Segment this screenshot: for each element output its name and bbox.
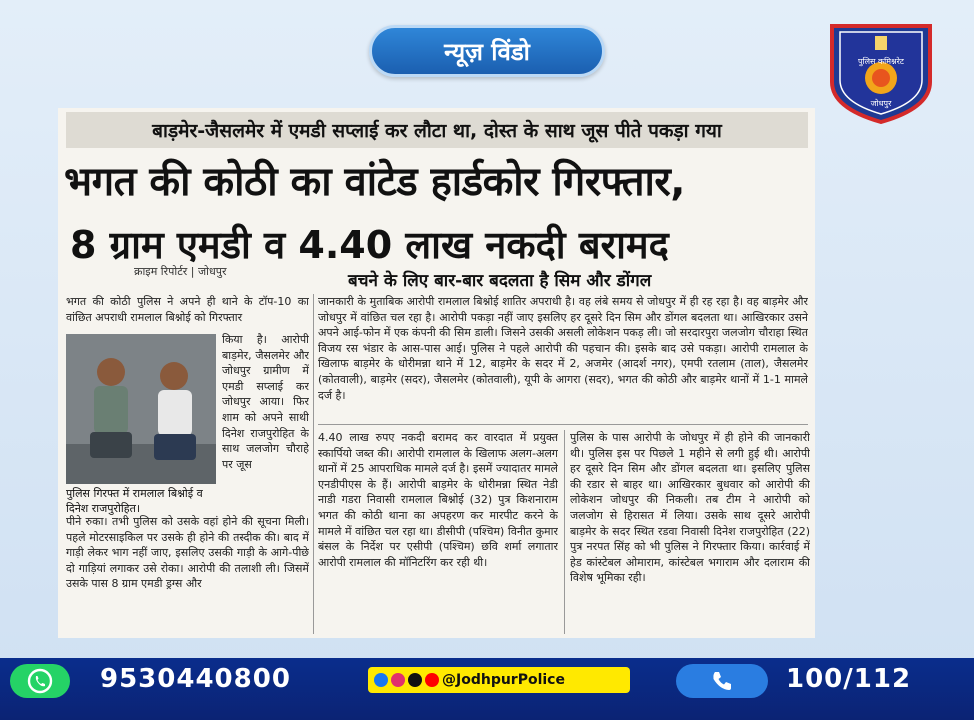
social-handle-box[interactable] bbox=[368, 667, 630, 693]
column-2: 4.40 लाख रुपए नकदी बरामद कर वारदात में प्रयुक्त स्कार्पियो जब्त की। आरोपी रामलाल के खिलाफ अलग-अलग थानों में 25 आपराधिक मामले दर्ज है। इसमें ज्यादातर मामले एनडीपीएस के हैं। आरोपी बाड़मेर के धोरीमन्ना स्थित नेडी नाडी गडरा निवासी रामलाल बिश्नोई (32) पुत्र किशनाराम भगत की कोठी थाना का अपहरण कर मारपीट करने के मामले में वांछित चल रहा था। डीसीपी (पश्चिम) विनीत कुमार बंसल के निर्देश पर एसीपी (पश्चिम) छवि शर्मा लगातार आरोपी रामलाल की मॉनिटरिंग कर रही थी। bbox=[318, 431, 558, 569]
arrest-photo bbox=[66, 334, 216, 484]
badge-city: जोधपुर bbox=[870, 99, 892, 108]
instagram-icon[interactable] bbox=[391, 673, 405, 687]
article-kicker: बाड़मेर-जैसलमेर में एमडी सप्लाई कर लौटा था, दोस्त के साथ जूस पीते पकड़ा गया bbox=[66, 112, 808, 148]
phone-icon[interactable] bbox=[676, 664, 768, 698]
social-handle: @JodhpurPolice bbox=[442, 672, 565, 688]
column-divider bbox=[564, 430, 565, 634]
police-commissionerate-badge bbox=[826, 22, 936, 124]
byline: क्राइम रिपोर्टर | जोधपुर bbox=[134, 265, 227, 278]
photo-caption: पुलिस गिरफ्त में रामलाल बिश्नोई व दिनेश राजपुरोहित। bbox=[66, 487, 203, 515]
x-icon[interactable] bbox=[408, 673, 422, 687]
headline-line-2: 8 ग्राम एमडी व 4.40 लाख नकदी बरामद bbox=[70, 223, 669, 267]
youtube-icon[interactable] bbox=[425, 673, 439, 687]
top-wide-paragraph: जानकारी के मुताबिक आरोपी रामलाल बिश्नोई शातिर अपराधी है। वह लंबे समय से जोधपुर में ही रह रहा है। वह बाड़मेर और जोधपुर में वांछित चल रहा है। आरोपी पकड़ा नहीं जाए इसलिए हर दूसरे दिन सिम और डोंगल बदलता था। आखिरकार उसने अपने आई-फोन में एक कंपनी की सिम डाली। जिसने उसकी असली लोकेशन पकड़ ली। जो सरदारपुरा जलजोग चौराहा स्थित विजय रस भंडार के आस-पास आई। पुलिस ने पहले आरोपी की पहचान की। इसके बाद उसे पकड़ा। आरोपी रामलाल के खिलाफ बाड़मेर के धोरीमन्ना थाने में 12, बाड़मेर के सदर में 2, अजमेर (आदर्श नगर), एमपी रतलाम (ताल), जैसलमेर (कोतवाली), बाड़मेर (सदर), जैसलमेर (कोतवाली), यूपी के आगरा (सदर), भगत की कोठी और बाड़मेर थानों में 1-1 मामले दर्ज है। bbox=[318, 295, 808, 402]
column-divider bbox=[313, 294, 314, 634]
headline-line-1: भगत की कोठी का वांटेड हार्डकोर गिरफ्तार, bbox=[64, 159, 685, 205]
page-title: न्यूज़ विंडो bbox=[369, 25, 605, 77]
whatsapp-icon[interactable] bbox=[10, 664, 70, 698]
column-3: पुलिस के पास आरोपी के जोधपुर में ही होने की जानकारी थी। पुलिस इस पर पिछले 1 महीने से लगी हुई थी। आरोपी हर दूसरे दिन सिम और डोंगल बदलता था। इसलिए पुलिस की रडार से बाहर था। आखिरकार बुधवार को आरोपी की लोकेशन जोधपुर की निकली। तब टीम ने आरोपी को जलजोग से हिरासत में लिया। उसके साथ दूसरे आरोपी बाड़मेर के सदर स्थित रडवा निवासी दिनेश राजपुरोहित (22) पुत्र नरपत सिंह को भी पुलिस ने गिरफ्तार किया। कार्रवाई में हेड कांस्टेबल ओमाराम, कांस्टेबल भगाराम और दलाराम की विशेष भूमिका रही। bbox=[570, 431, 810, 585]
column-1-intro: भगत की कोठी पुलिस ने अपने ही थाने के टॉप-10 का वांछित अपराधी रामलाल बिश्नोई को गिरफ्तार bbox=[66, 295, 309, 324]
helpline-number[interactable]: 100/112 bbox=[786, 664, 912, 694]
column-1-continued: पीने रुका। तभी पुलिस को उसके वहां होने की सूचना मिली। पहले मोटरसाइकिल पर उसके ही होने की तस्दीक की। बाद में गाड़ी लेकर भाग नहीं जाए, इसलिए उसकी गाड़ी के आगे-पीछे दो गाड़ियां लगाकर उसे रोका। आरोपी की तलाशी ली। जिसमें उसके पास 8 ग्राम एमडी ड्रग्स और bbox=[66, 515, 309, 591]
newspaper-clipping bbox=[58, 108, 815, 638]
section-divider bbox=[318, 424, 808, 425]
column-1-side: किया है। आरोपी बाड़मेर, जैसलमेर और जोधपुर ग्रामीण में एमडी सप्लाई कर जोधपुर आया। फिर शाम को अपने साथी दिनेश राजपुरोहित के साथ जलजोग चौराहे पर जूस bbox=[222, 333, 309, 471]
whatsapp-number[interactable]: 9530440800 bbox=[100, 664, 291, 694]
facebook-icon[interactable] bbox=[374, 673, 388, 687]
badge-text: पुलिस कमिश्नरेट bbox=[858, 57, 904, 66]
subheadline: बचने के लिए बार-बार बदलता है सिम और डोंगल bbox=[348, 271, 652, 291]
